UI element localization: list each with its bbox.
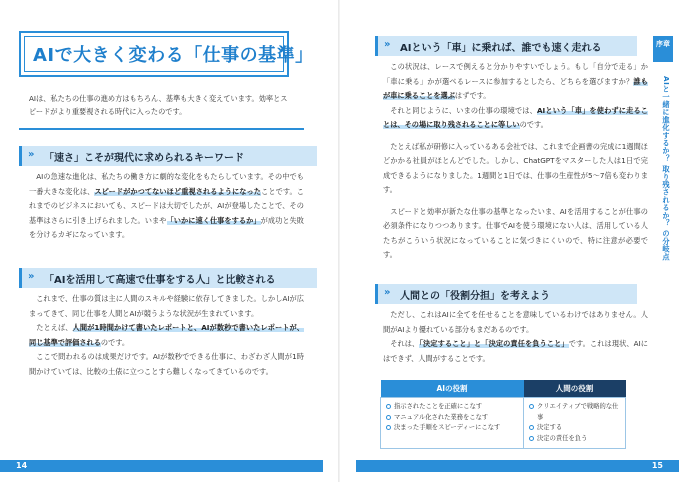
section-heading-roles: » 人間との「役割分担」を考えよう: [375, 284, 637, 304]
left-page: [0, 0, 339, 482]
chevron-icon: »: [28, 149, 35, 160]
table-header-ai: AIの役割: [381, 380, 524, 398]
table-cell-ai: [381, 398, 524, 449]
section-heading-speed: » 「速さ」こそが現代に求められるキーワード: [19, 146, 317, 166]
page-title: AIで大きく変わる「仕事の基準」: [33, 45, 314, 66]
divider: [19, 128, 304, 130]
chevron-icon: »: [384, 39, 391, 50]
chapter-running-title: AIと一緒に進化するか？ 取り残されるか？ の分岐点: [662, 76, 671, 261]
circle-bullet-icon: [386, 415, 391, 420]
list-item: マニュアル化された業務をこなす: [386, 413, 518, 424]
list-item: 決まった手順をスピーディーにこなす: [386, 423, 518, 434]
section-body-compare: これまで、仕事の質は主に人間のスキルや経験に依存してきました。しかしAIが広まってきて、同じ仕事を人間とAIが競うような状況が生まれています。 たとえば、人間が1時間かけて書いたレポートと、AIが数秒で書いたレポートが、同じ基準で評価されるのです。 ここで問われるのは成果だけです。AIが数秒でできる仕事に、わざわざ人間が1時間かけていては、比較の土俵に立つことすら難しくなってきているのです。: [29, 294, 304, 376]
chapter-tab: 序章: [653, 36, 673, 62]
chapter-title-box: [19, 31, 314, 77]
section-body-car: この状況は、レースで例えると分かりやすいでしょう。もし「自分で走る」か「車に乗る」かが選べるレースに参加するとしたら、どちらを選びますか？誰もが車に乗ることを選ぶはずです。 それと同じように、いまの仕事の環境では、AIという「車」を使わずに走ることは、その場に取り残されることに等しいのです。 たとえば私が研修に入っているある会社では、これまで企画書の完成に1週間ほどかかる社員がほとんどでした。しかし、ChatGPTをマスターした人は1日で完成できるようになりました。1週間と1日では、仕事の生産性が5〜7倍も変わります。 スピードと効率が新たな仕事の基準となったいま、AIを活用することが仕事の必須条件になりつつあります。仕事でAIを使う環境にない人は、活用している人たちがこういう状況になっていることに気づきにくいので、特に注意が必要です。: [383, 62, 648, 259]
list-item: クリエイティブで戦略的な仕事: [529, 402, 620, 423]
table-header-human: 人間の役割: [524, 380, 626, 398]
intro-text: AIは、私たちの仕事の進め方はもちろん、基準も大きく変えています。効率とスピードがより重要視される時代に入ったのです。: [29, 94, 288, 116]
circle-bullet-icon: [529, 425, 534, 430]
chevron-icon: »: [384, 287, 391, 298]
section-body-speed: AIの急速な進化は、私たちの働き方に劇的な変化をもたらしています。その中でも一番大きな変化は、スピードがかつてないほど重視されるようになったことです。これまでのビジネスにおいても、スピードは大切でしたが、AIが登場したことで、その基準はさらに引き上げられました。いまや「いかに速く仕事をするか」が成功と失敗を分けるカギになっています。: [29, 172, 304, 239]
chevron-icon: »: [28, 271, 35, 282]
circle-bullet-icon: [386, 404, 391, 409]
circle-bullet-icon: [529, 404, 534, 409]
section-heading-car: » AIという「車」に乗れば、誰でも速く走れる: [375, 36, 637, 56]
table-cell-human: [524, 398, 626, 449]
roles-table: [380, 380, 626, 449]
section-heading-compare: » 「AIを活用して高速で仕事をする人」と比較される: [19, 268, 317, 288]
list-item: 決定の責任を負う: [529, 434, 620, 445]
circle-bullet-icon: [386, 425, 391, 430]
section-body-roles: ただし、これはAIに全てを任せることを意味しているわけではありません。人間がAIより優れている部分もまだあるのです。 それは、「決定すること」と「決定の責任を負うこと」です。これは現状、AIにはできず、人間がすることです。: [383, 310, 648, 363]
page-number-left: 14: [0, 460, 323, 472]
page-number-right: 15: [356, 460, 679, 472]
list-item: 決定する: [529, 423, 620, 434]
list-item: 指示されたことを正確にこなす: [386, 402, 518, 413]
circle-bullet-icon: [529, 436, 534, 441]
